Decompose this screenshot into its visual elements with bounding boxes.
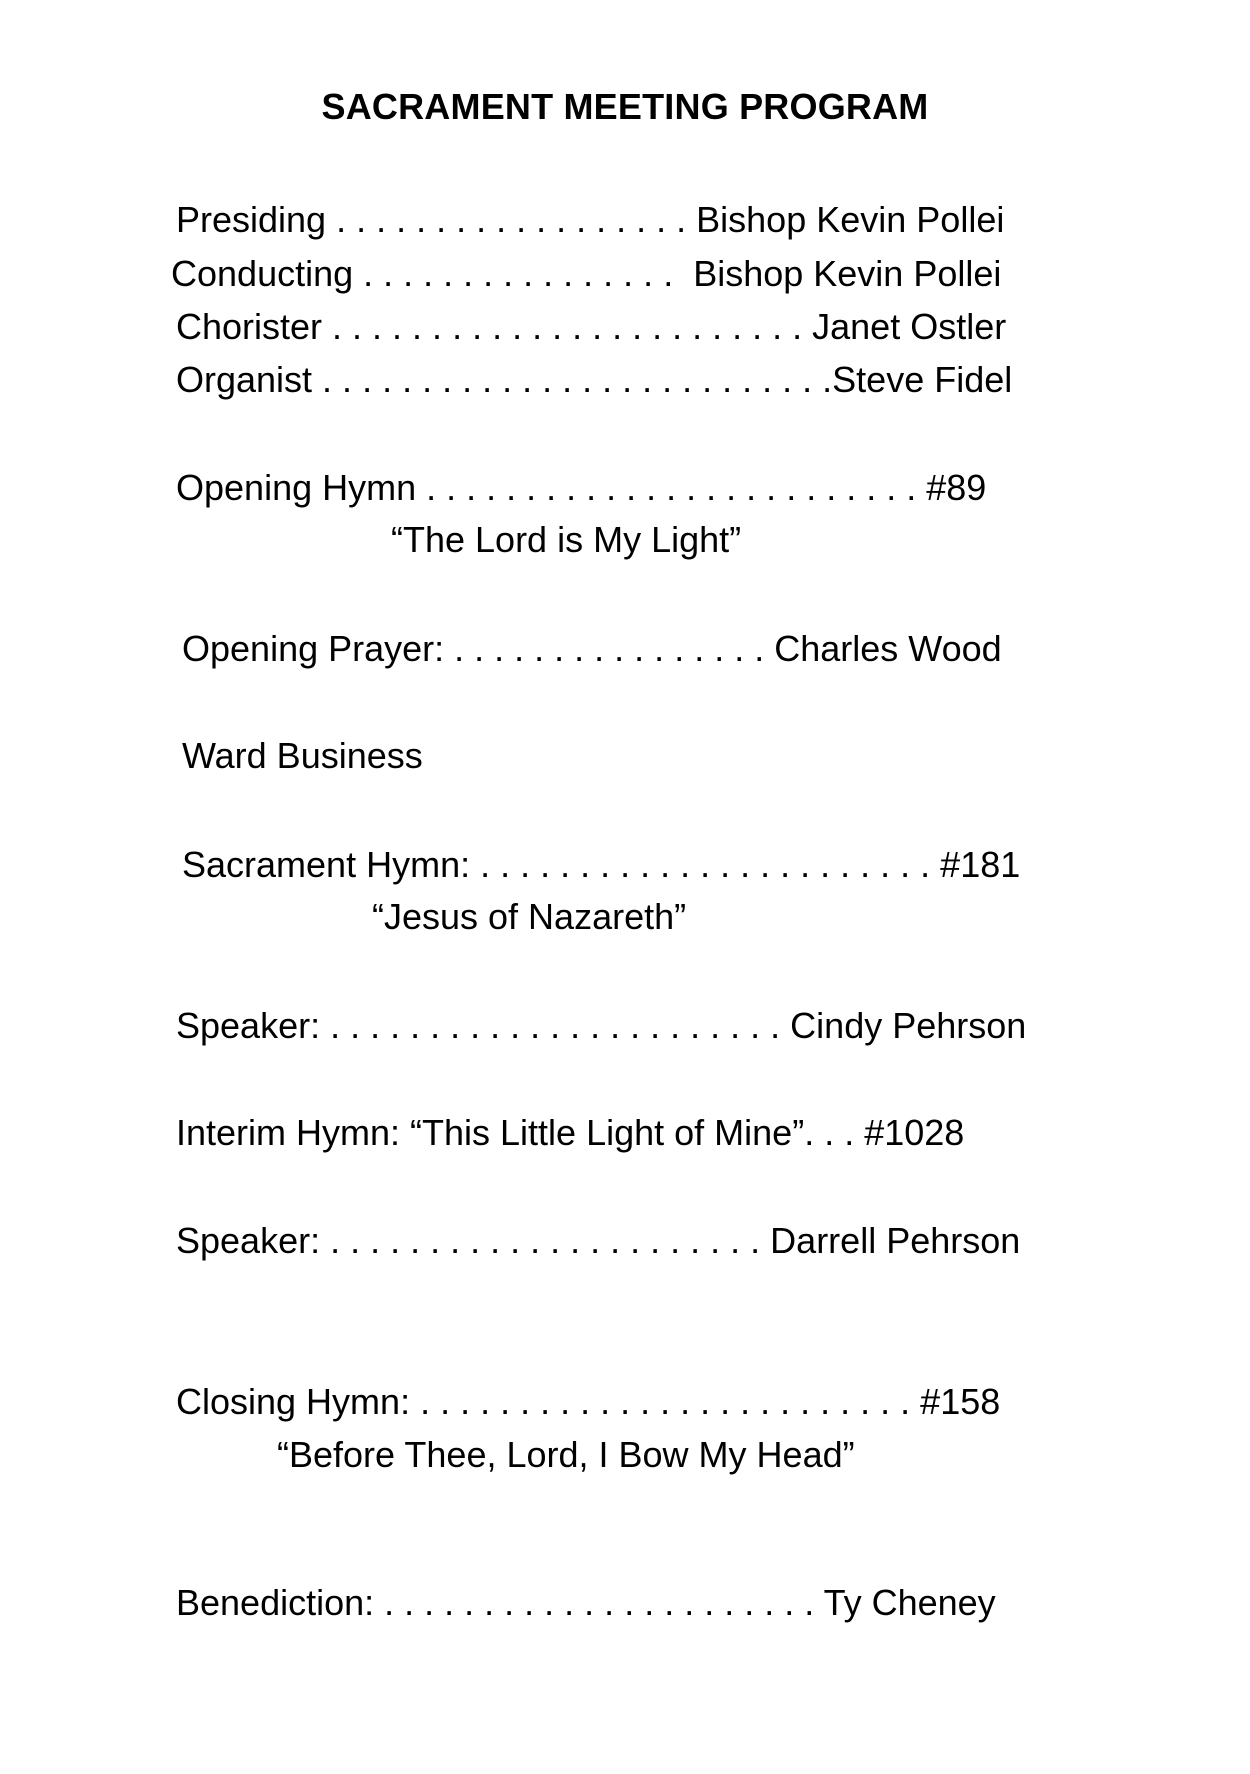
sacrament-hymn-title: “Jesus of Nazareth” xyxy=(372,896,687,937)
interim-hymn-line: Interim Hymn: “This Little Light of Mine”. . . #1028 xyxy=(176,1112,965,1153)
speaker-2-line: Speaker: . . . . . . . . . . . . . . . . . . . . . . Darrell Pehrson xyxy=(176,1220,1021,1261)
opening-hymn-line: Opening Hymn . . . . . . . . . . . . . . . . . . . . . . . . . #89 xyxy=(176,467,987,508)
sacrament-hymn-line: Sacrament Hymn: . . . . . . . . . . . . . . . . . . . . . . . #181 xyxy=(182,844,1021,885)
closing-hymn-line: Closing Hymn: . . . . . . . . . . . . . . . . . . . . . . . . . #158 xyxy=(176,1381,1001,1422)
ward-business-line: Ward Business xyxy=(182,735,423,776)
presiding-line: Presiding . . . . . . . . . . . . . . . . . . Bishop Kevin Pollei xyxy=(176,199,1005,240)
conducting-line: Conducting . . . . . . . . . . . . . . . . Bishop Kevin Pollei xyxy=(171,253,1002,294)
opening-hymn-title: “The Lord is My Light” xyxy=(391,519,742,560)
opening-prayer-line: Opening Prayer: . . . . . . . . . . . . . . . . Charles Wood xyxy=(182,628,1002,669)
page-title: SACRAMENT MEETING PROGRAM xyxy=(321,86,929,127)
chorister-line: Chorister . . . . . . . . . . . . . . . . . . . . . . . . Janet Ostler xyxy=(176,306,1007,347)
speaker-1-line: Speaker: . . . . . . . . . . . . . . . . . . . . . . . Cindy Pehrson xyxy=(176,1005,1027,1046)
organist-line: Organist . . . . . . . . . . . . . . . . . . . . . . . . . .Steve Fidel xyxy=(176,359,1013,400)
closing-hymn-title: “Before Thee, Lord, I Bow My Head” xyxy=(277,1434,855,1475)
benediction-line: Benediction: . . . . . . . . . . . . . . . . . . . . . . Ty Cheney xyxy=(176,1582,996,1623)
